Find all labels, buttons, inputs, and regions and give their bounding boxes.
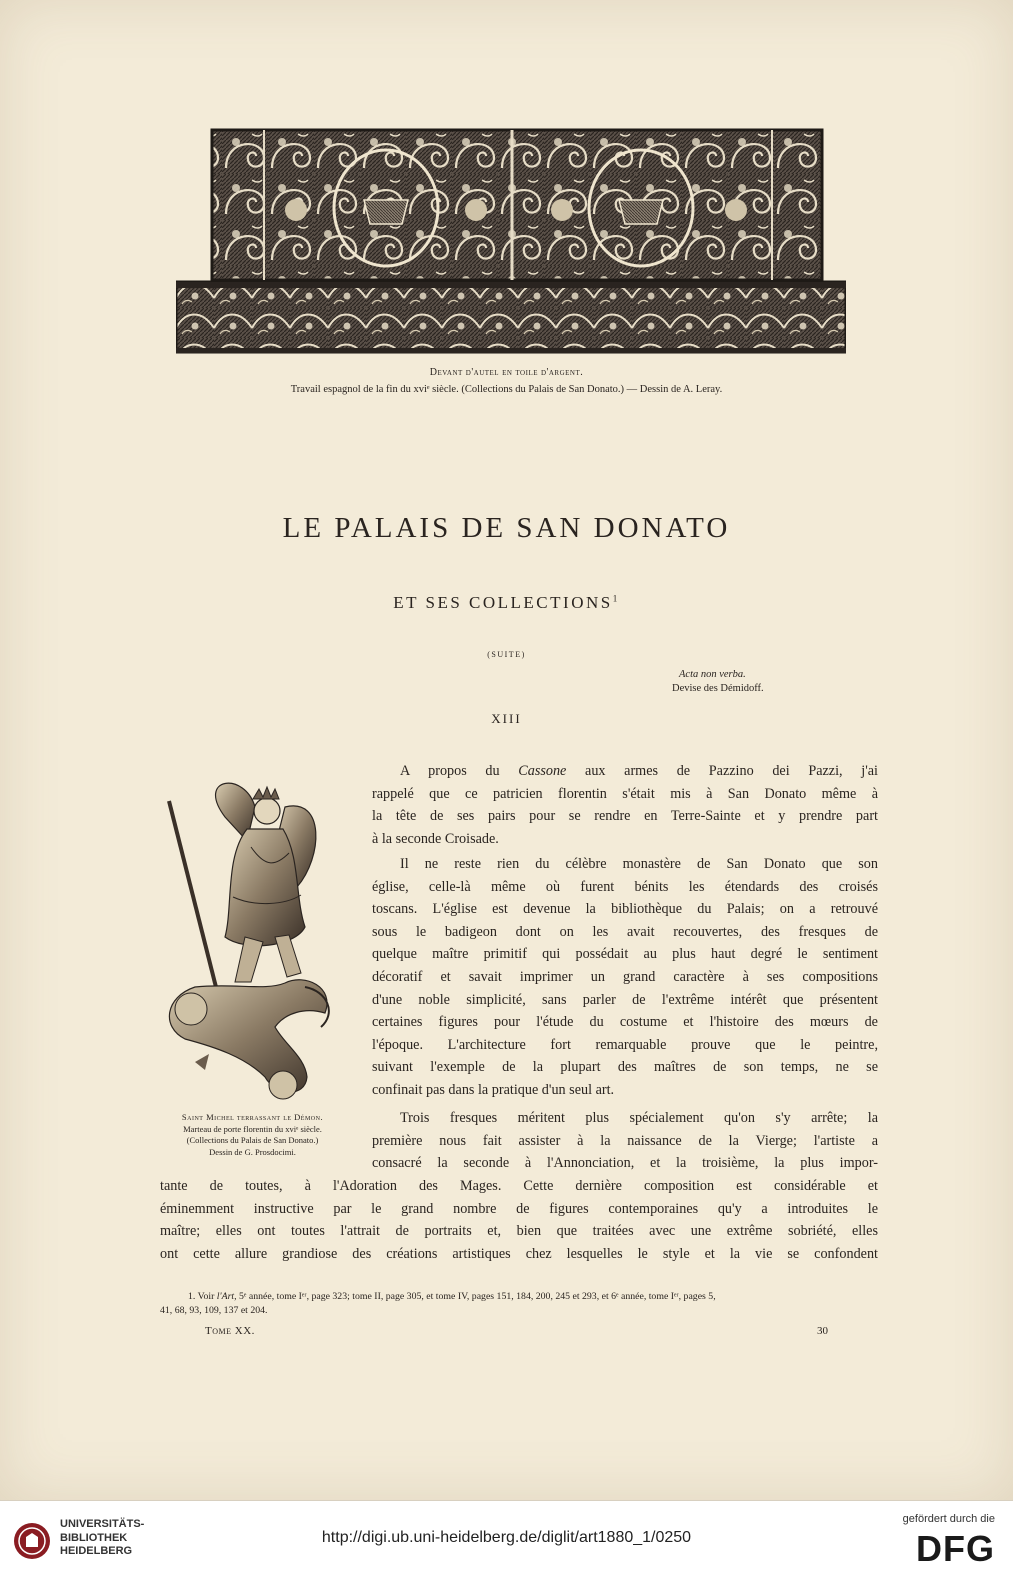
paragraph-3-continued (160, 1175, 878, 1265)
side-figure-caption-line: Dessin de G. Prosdocimi. (209, 1146, 296, 1157)
paragraph-line: l'époque. L'architecture fort remarquable prouve que le peintre, (372, 1036, 878, 1053)
epigraph-motto: Acta non verba. (679, 669, 746, 680)
footnote-number: 1. (188, 1291, 196, 1302)
paragraph-1 (372, 760, 878, 850)
side-figure-caption-line: (Collections du Palais de San Donato.) (186, 1135, 319, 1146)
paragraph-line: première nous fait assister à la naissance de la Vierge; l'artiste a (372, 1132, 878, 1149)
epigraph (672, 668, 764, 696)
paragraph-line: à la seconde Croisade. (372, 830, 499, 847)
paragraph-line: confinait pas dans la pratique d'un seul art. (372, 1081, 615, 1098)
footnote-line: 41, 68, 93, 109, 137 et 204. (160, 1305, 268, 1316)
paragraph-line: toscans. L'église est devenue la bibliothèque du Palais; on a retrouvé (372, 901, 878, 918)
cassone-italic: Cassone (518, 763, 567, 779)
saint-michel-engraving (155, 777, 345, 1107)
article-subtitle (0, 593, 1013, 613)
tome-label: Tome XX. (205, 1325, 255, 1337)
paragraph-line: ont cette allure grandiose des créations artistiques chez lesquelles le style et la vie se confondent (160, 1245, 878, 1262)
text-run: A propos du (400, 763, 519, 779)
top-figure-caption-title: Devant d'autel en toile d'argent. (429, 367, 584, 378)
footer-bar (0, 1500, 1013, 1580)
paragraph-line: d'une noble simplicité, sans parler de l'extrême intérêt que présentent (372, 991, 878, 1008)
footnote-line (160, 1290, 886, 1304)
journal-name: l'Art (216, 1291, 235, 1302)
paragraph-line: consacré la seconde à l'Annonciation, et la troisième, la plus impor- (372, 1155, 878, 1172)
side-figure-caption-line: Marteau de porte florentin du xviᵉ siècle. (183, 1123, 322, 1134)
funded-by-label: gefördert durch die (902, 1513, 995, 1525)
text-run: Voir (195, 1291, 217, 1302)
paragraph-line: quelque maître primitif qui possédait au plus haut degré le sentiment (372, 946, 878, 963)
paragraph-line: éminemment instructive par le grand nombre de figures contemporaines qu'y a introduites le (160, 1200, 878, 1217)
side-figure-caption (150, 1112, 355, 1158)
epigraph-source: Devise des Démidoff. (672, 683, 764, 694)
text-run: , 5ᵉ année, tome Iᵉʳ, page 323; tome II, page 305, et tome IV, pages 151, 184, 200, 245 et 293, et 6ᵉ année, tome Iᵉʳ, pages 5, (234, 1291, 716, 1302)
article-title: LE PALAIS DE SAN DONATO (282, 512, 731, 544)
paragraph-line: Il ne reste rien du célèbre monastère de San Donato que son (400, 856, 878, 872)
university-name-line: UNIVERSITÄTS- (60, 1518, 145, 1530)
altar-frontal-engraving (176, 128, 846, 356)
top-figure-caption-text: Travail espagnol de la fin du xviᵉ siècle. (Collections du Palais de San Donato.) — Dessin de A. Leray. (290, 384, 723, 395)
side-figure-caption-title: Saint Michel terrassant le Démon. (181, 1112, 324, 1122)
paragraph-3 (372, 1107, 878, 1175)
dfg-logo[interactable]: DFG (916, 1528, 995, 1569)
paragraph-line: église, celle-là même où furent bénits les étendards des croisés (372, 878, 878, 895)
section-number: XIII (491, 711, 522, 726)
paragraph-line (372, 760, 878, 783)
footnote (160, 1290, 886, 1318)
paragraph-line: tante de toutes, à l'Adoration des Mages. Cette dernière composition est considérable et (160, 1178, 878, 1194)
university-name-line: HEIDELBERG (60, 1545, 133, 1557)
paragraph-line: certaines figures pour l'étude du costume et l'histoire des mœurs de (372, 1014, 878, 1031)
paragraph-2 (372, 853, 878, 1102)
text-run: aux armes de Pazzino dei Pazzi, j'ai (566, 763, 878, 779)
paragraph-line: décoratif et savait imprimer un grand caractère à ses compositions (372, 968, 878, 985)
university-name-line: BIBLIOTHEK (60, 1531, 128, 1544)
paragraph-line: maître; elles ont toutes l'attrait de portraits et, bien que traitées avec une extrême sobriété, elles (160, 1223, 878, 1240)
subtitle-text: ET SES COLLECTIONS (393, 593, 613, 612)
page-number: 30 (817, 1325, 828, 1337)
paragraph-line: Trois fresques méritent plus spécialement qu'on s'y arrête; la (400, 1110, 878, 1126)
document-url-link[interactable]: http://digi.ub.uni-heidelberg.de/diglit/art1880_1/0250 (321, 1529, 692, 1546)
paragraph-line: la tête de ses pairs pour se rendre en Terre-Sainte et y prendre part (372, 808, 878, 825)
paragraph-line: rappelé que ce patricien florentin s'était mis à San Donato même à (372, 785, 878, 802)
paragraph-line: suivant l'exemple de la plupart des maîtres de son temps, ne se (372, 1059, 878, 1076)
paragraph-line: sous le badigeon dont on les avait recouvertes, des fresques de (372, 923, 878, 940)
suite-label: (SUITE) (487, 650, 526, 659)
subtitle-footnote-ref: 1 (612, 593, 620, 604)
